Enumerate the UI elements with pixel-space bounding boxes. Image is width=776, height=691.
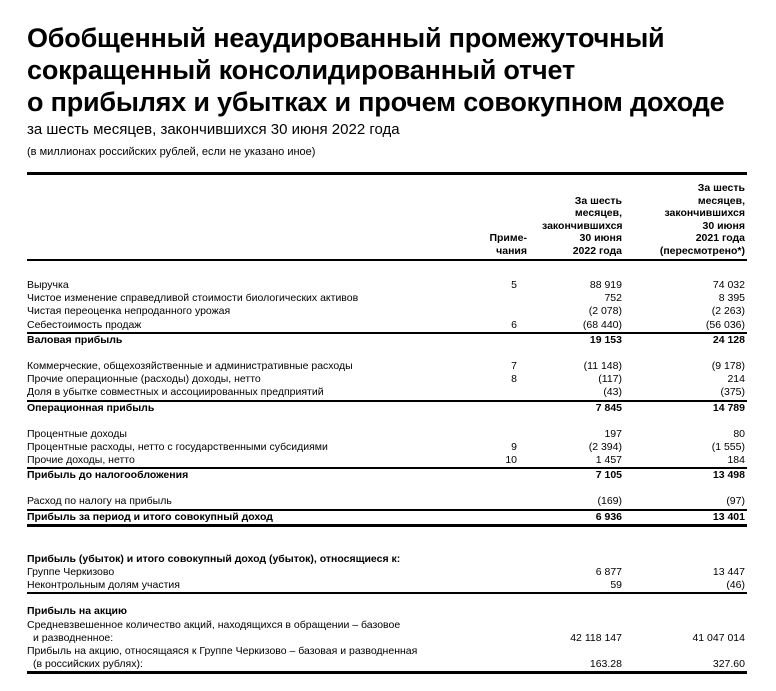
row-note: 6 (511, 318, 517, 331)
value-2021: (56 036) (705, 318, 745, 331)
value-2022: (169) (597, 495, 622, 508)
row-attributable-header (27, 553, 747, 566)
value-2021: 24 128 (712, 333, 745, 346)
row-other-income (27, 454, 747, 467)
header-2022-line: 30 июня (579, 232, 622, 244)
row-weighted-shares (27, 632, 747, 645)
row-label: Чистая переоценка непроданного урожая (27, 305, 231, 318)
row-revenue (27, 279, 747, 292)
value-2022: 42 118 147 (570, 631, 622, 644)
row-label: Расход по налогу на прибыль (27, 495, 172, 508)
row-label: Неконтрольным долям участия (27, 579, 180, 592)
row-label: и разводненное: (33, 631, 114, 644)
row-label: Группе Черкизово (27, 566, 115, 578)
header-2021-line: (пересмотрено*) (659, 244, 745, 257)
row-label: Прибыль (убыток) и итого совокупный доход (убыток), относящиеся к: (27, 552, 401, 565)
row-label: Коммерческие, общехозяйственные и административные расходы (27, 359, 353, 372)
value-2021: (2 263) (711, 305, 745, 318)
row-non-controlling (27, 579, 747, 592)
header-2022-line: месяцев, (574, 207, 622, 219)
value-2022: (2 394) (588, 440, 622, 453)
row-label: Прочие доходы, нетто (27, 454, 135, 467)
row-interest-income (27, 428, 747, 441)
title-line-1: Обобщенный неаудированный промежуточный (27, 23, 665, 53)
header-2021-line: месяцев, (697, 194, 745, 207)
value-2022: 197 (604, 427, 622, 440)
value-2022: (117) (598, 373, 622, 386)
table-bottom-rule (27, 671, 747, 674)
header-notes (457, 232, 527, 257)
title-line-3: о прибылях и убытках и прочем совокупном доходе (27, 87, 725, 117)
header-2021-line: закончившихся (664, 207, 745, 219)
value-2022: (2 078) (588, 305, 622, 318)
row-profit-for-period (27, 511, 747, 524)
header-2022-line: 2022 года (572, 244, 622, 257)
row-label: Выручка (27, 279, 69, 291)
row-label: Процентные доходы (27, 427, 127, 440)
row-label: Процентные расходы, нетто с государственными субсидиями (27, 440, 328, 453)
value-2022: 6 877 (595, 566, 622, 578)
row-label: Средневзвешенное количество акций, находящихся в обращении – базовое (27, 618, 401, 631)
value-2022: (68 440) (582, 318, 622, 331)
value-2021: (375) (720, 386, 745, 399)
header-2021-line: 2021 года (695, 232, 745, 244)
row-label: Доля в убытке совместных и ассоциированных предприятий (27, 386, 324, 399)
row-note: 5 (511, 279, 517, 291)
value-2022: 1 457 (595, 454, 622, 467)
row-label: Прибыль на акцию (27, 605, 127, 618)
header-2021-line: За шесть (697, 182, 745, 194)
row-label: Чистое изменение справедливой стоимости биологических активов (27, 292, 359, 305)
row-cost-of-sales (27, 319, 747, 332)
value-2021: (9 178) (711, 359, 745, 372)
row-label: Прибыль на акцию, относящаяся к Группе Черкизово – базовая и разводненная (27, 644, 418, 657)
row-note: 10 (505, 454, 517, 467)
value-2021: 80 (733, 427, 745, 440)
row-label: Прочие операционные (расходы) доходы, нетто (27, 373, 261, 386)
value-2021: 214 (727, 373, 745, 386)
value-2021: 184 (727, 454, 745, 467)
row-label: Прибыль за период и итого совокупный доход (27, 510, 273, 523)
row-profit-before-tax (27, 469, 747, 482)
report-period: за шесть месяцев, закончившихся 30 июня 2022 года (27, 121, 400, 138)
row-eps-line1 (27, 645, 747, 658)
value-2022: (43) (603, 386, 622, 399)
header-2022 (542, 195, 622, 258)
table-header (27, 175, 747, 259)
row-note: 9 (511, 440, 517, 453)
value-2021: 327.60 (712, 658, 745, 671)
row-bio-assets (27, 292, 747, 305)
value-2022: 752 (604, 292, 622, 305)
header-2022-line: закончившихся (542, 219, 623, 232)
value-2022: 7 845 (595, 401, 622, 414)
value-2021: (46) (726, 579, 745, 592)
report-units: (в миллионах российских рублей, если не указано иное) (27, 146, 316, 158)
value-2021: 14 789 (712, 401, 745, 414)
row-other-operating (27, 373, 747, 386)
value-2021: 8 395 (718, 292, 745, 305)
row-label: (в российских рублях): (33, 658, 143, 671)
row-eps-header (27, 605, 747, 618)
header-2022-line: За шесть (574, 194, 622, 207)
value-2022: 88 919 (589, 279, 622, 291)
row-share-of-loss-jv (27, 386, 747, 399)
row-label: Себестоимость продаж (27, 318, 142, 331)
value-2021: 74 032 (712, 279, 745, 291)
row-interest-expense (27, 441, 747, 454)
row-note: 8 (511, 373, 517, 386)
value-2022: 59 (610, 579, 622, 592)
title-line-2: сокращенный консолидированный отчет (27, 55, 576, 85)
income-statement-table (27, 172, 747, 674)
row-sga-expenses (27, 360, 747, 373)
header-2021 (642, 182, 745, 257)
value-2021: (97) (726, 495, 745, 508)
header-2021-line: 30 июня (702, 219, 745, 232)
row-gross-profit (27, 334, 747, 347)
value-2021: 13 401 (712, 510, 745, 523)
row-eps (27, 658, 747, 671)
value-2022: 6 936 (595, 510, 622, 523)
row-cherkizovo-group (27, 566, 747, 579)
value-2021: 13 498 (712, 469, 745, 482)
header-notes-line: Приме- (489, 232, 527, 244)
row-operating-profit (27, 402, 747, 415)
row-weighted-shares-line1 (27, 619, 747, 632)
value-2022: 19 153 (589, 333, 622, 346)
row-note: 7 (511, 359, 517, 372)
row-label: Валовая прибыль (27, 333, 123, 346)
value-2021: (1 555) (711, 440, 745, 453)
value-2022: (11 148) (583, 359, 622, 372)
row-income-tax (27, 495, 747, 508)
report-title (27, 22, 724, 118)
value-2021: 13 447 (712, 566, 745, 578)
row-label: Прибыль до налогообложения (27, 469, 189, 482)
row-harvest-revaluation (27, 305, 747, 318)
header-notes-line: чания (496, 244, 527, 257)
value-2021: 41 047 014 (692, 631, 745, 644)
row-label: Операционная прибыль (27, 401, 155, 414)
value-2022: 163.28 (589, 658, 622, 671)
value-2022: 7 105 (595, 469, 622, 482)
